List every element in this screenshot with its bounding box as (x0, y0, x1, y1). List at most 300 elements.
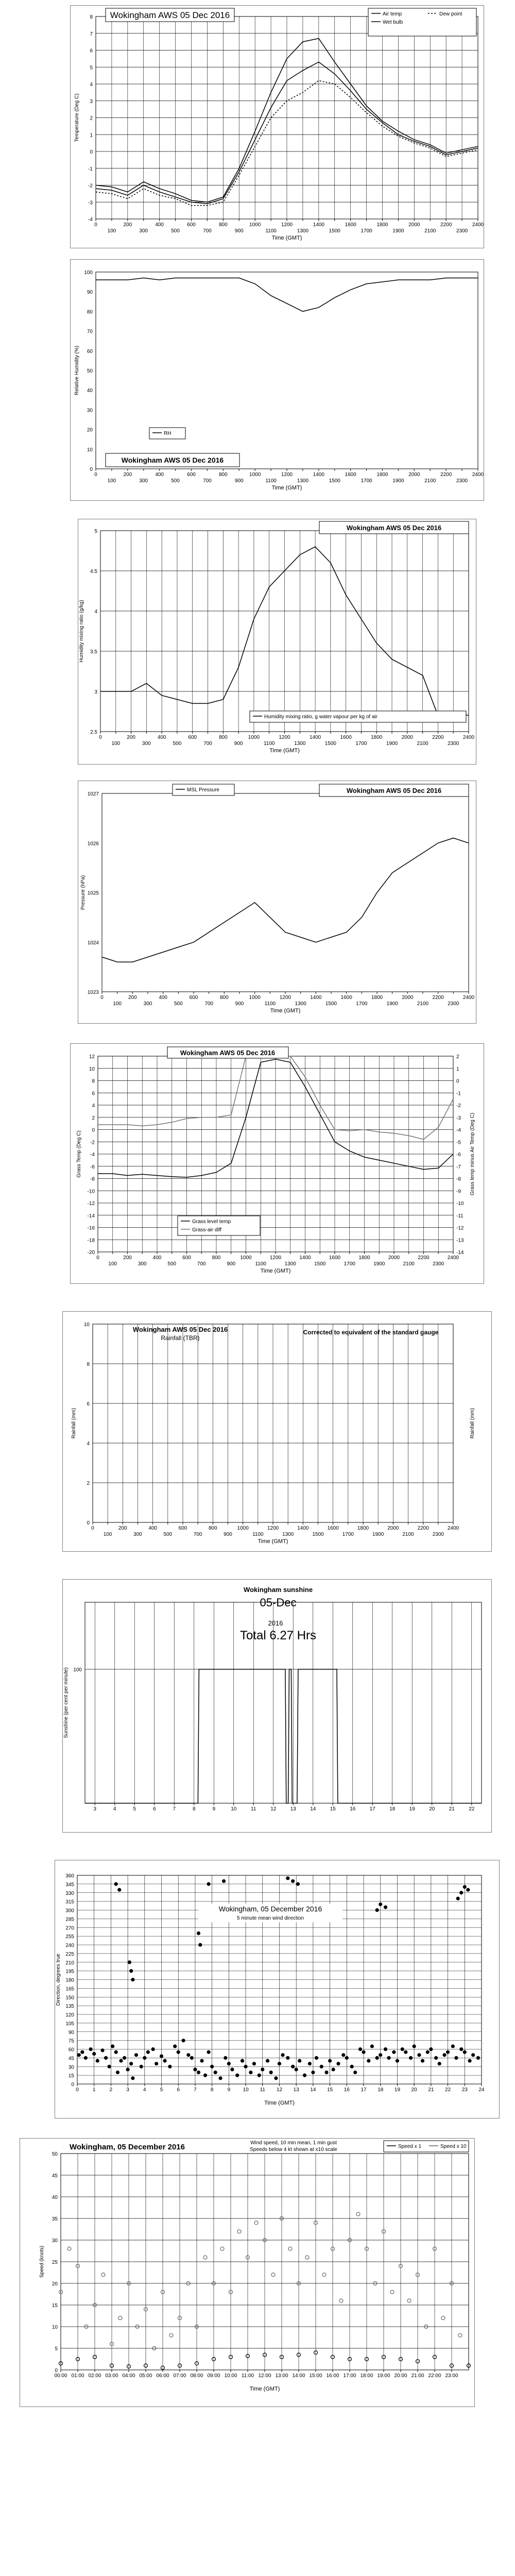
chart8-x-tick-label: 13 (293, 2087, 299, 2093)
chart8-series1-point (354, 2071, 357, 2074)
chart9-x-tick-label: 03:00 (105, 2373, 118, 2379)
chart5-x-tick-label: 0 (96, 1255, 99, 1261)
chart7-title: Wokingham sunshine (243, 1586, 313, 1594)
chart4-x-tick-label: 2400 (462, 995, 475, 1001)
chart8-series1-point (298, 2059, 301, 2062)
chart4-title: Wokingham AWS 05 Dec 2016 (346, 787, 442, 794)
chart8-series1-point (460, 2048, 463, 2051)
chart6-x-tick-label: 0 (91, 1526, 94, 1531)
chart9-x-tick-label: 10:00 (224, 2373, 237, 2379)
chart5-y2-tick-label: -13 (456, 1238, 464, 1244)
chart9-x-tick-label: 11:00 (241, 2373, 254, 2379)
chart8-y-tick-label: 180 (65, 1977, 74, 1984)
chart1-x-tick-label: 100 (107, 228, 116, 234)
chart6-y-tick-label: 10 (83, 1322, 90, 1328)
chart2-x-tick-label: 2400 (472, 472, 484, 478)
chart4-y-tick-label: 1025 (87, 890, 99, 896)
chart8-series1-point (222, 1879, 226, 1883)
chart8-series1-point (384, 1906, 387, 1909)
chart8-series1-point (130, 2062, 133, 2065)
chart8-series1-point (379, 2054, 382, 2057)
chart8-series1-point (337, 2062, 340, 2065)
chart5-x-tick-label: 600 (182, 1255, 191, 1261)
chart3-y-tick-label: 2.5 (90, 730, 97, 735)
chart2-x-tick-label: 600 (187, 472, 196, 478)
chart9-x-tick-label: 17:00 (343, 2373, 356, 2379)
chart8-y-tick-label: 135 (65, 2004, 74, 2010)
chart1-y-tick-label: 6 (90, 48, 93, 54)
chart5-legend-label: Grass-air diff (192, 1227, 222, 1233)
chart1-y-tick-label: 5 (90, 65, 93, 71)
chart1-y-tick-label: 0 (90, 149, 93, 155)
chart2-x-tick-label: 2100 (424, 478, 436, 484)
chart5-y-tick-label: -2 (90, 1140, 95, 1146)
chart8-series1-point (266, 2059, 269, 2062)
chart1-x-tick-label: 700 (203, 228, 212, 234)
chart5-x-tick-label: 2100 (403, 1261, 415, 1267)
chart4-x-tick-label: 1400 (310, 995, 322, 1001)
chart8-x-tick-label: 5 (160, 2087, 163, 2093)
chart2-x-tick-label: 0 (94, 472, 97, 478)
chart1-y-tick-label: -2 (88, 183, 93, 189)
chart8-series1-point (467, 1888, 470, 1891)
chart3-x-tick-label: 1700 (355, 741, 367, 747)
chart1-x-tick-label: 1300 (297, 228, 309, 234)
chart8-series1-point (476, 2056, 479, 2059)
chart7-x-tick-label: 14 (310, 1806, 316, 1812)
chart1-title: Wokingham AWS 05 Dec 2016 (110, 10, 230, 20)
chart8-series1-point (291, 1879, 295, 1883)
chart9-x-tick-label: 05:00 (139, 2373, 152, 2379)
chart8-series1-point (456, 1897, 459, 1900)
chart5-y-tick-label: -12 (87, 1201, 95, 1207)
chart8-y-tick-label: 345 (65, 1882, 74, 1888)
chart5-x-tick-label: 400 (152, 1255, 162, 1261)
chart7-x-tick-label: 10 (231, 1806, 237, 1812)
chart5-x-tick-label: 200 (123, 1255, 132, 1261)
chart9-legend-label: Speed x 10 (440, 2144, 467, 2149)
chart4-x-tick-label: 1000 (249, 995, 261, 1001)
chart5-x-tick-label: 1100 (255, 1261, 267, 1267)
chart8-y-tick-label: 195 (65, 1969, 74, 1975)
chart8-y-tick-label: 150 (65, 1995, 74, 2001)
chart5-y2-tick-label: -14 (456, 1250, 464, 1256)
chart9-x-tick-label: 13:00 (275, 2373, 288, 2379)
chart3-x-tick-label: 2100 (417, 741, 428, 747)
chart1-x-tick-label: 500 (171, 228, 180, 234)
chart5-y-tick-label: 0 (92, 1127, 95, 1133)
chart6-x-tick-label: 1200 (267, 1526, 279, 1531)
chart8-series1-point (350, 2065, 353, 2068)
chart1-y-tick-label: 1 (90, 132, 93, 139)
chart2-x-tick-label: 1300 (297, 478, 309, 484)
chart7-x-tick-label: 6 (152, 1806, 156, 1812)
chart2-x-tick-label: 300 (139, 478, 148, 484)
chart7-x-tick-label: 15 (330, 1806, 336, 1812)
chart5-y-tick-label: 6 (92, 1091, 95, 1097)
chart8-series1-point (370, 2045, 373, 2048)
chart1-y-tick-label: 8 (90, 14, 93, 20)
chart5-y2-tick-label: -8 (456, 1176, 461, 1182)
chart8-x-tick-label: 4 (143, 2087, 146, 2093)
chart8-y-tick-label: 330 (65, 1890, 74, 1896)
chart7-x-tick-label: 20 (429, 1806, 435, 1812)
chart5-y-tick-label: 2 (92, 1115, 95, 1121)
chart3-legend-label: Humidity mixing ratio, g water vapour per kg of air (264, 714, 378, 720)
chart2-x-tick-label: 200 (123, 472, 132, 478)
chart9-x-tick-label: 19:00 (377, 2373, 390, 2379)
chart3-x-tick-label: 1100 (263, 741, 275, 747)
chart8-series1-point (320, 2065, 323, 2068)
chart1-y-tick-label: 4 (90, 82, 93, 88)
chart7-x-tick-label: 13 (290, 1806, 296, 1812)
chart8-series1-point (131, 2077, 134, 2080)
chart8-series1-point (204, 2074, 207, 2077)
chart8-series1-point (96, 2059, 99, 2062)
chart8-y-tick-label: 315 (65, 1899, 74, 1905)
chart2-x-tick-label: 1500 (329, 478, 340, 484)
chart6-x-tick-label: 400 (148, 1526, 158, 1531)
chart8-x-tick-label: 19 (394, 2087, 401, 2093)
chart8-series1-point (375, 1909, 379, 1912)
chart5-y-tick-label: -4 (90, 1152, 95, 1158)
chart5-y2-tick-label: -10 (456, 1201, 464, 1207)
chart2-y-tick-label: 40 (87, 388, 93, 394)
chart5-y2-tick-label: 0 (456, 1078, 459, 1084)
chart8-series1-point (413, 2045, 416, 2048)
chart6-note: Corrected to equivalent of the standard gauge (303, 1329, 439, 1336)
chart9-subtitle: Wind speed, 10 min mean, 1 min gust (250, 2140, 337, 2146)
chart6-x-tick-label: 2200 (417, 1526, 429, 1531)
chart8-y-tick-label: 360 (65, 1873, 74, 1879)
chart8-series1-point (303, 2074, 306, 2077)
chart9-x-tick-label: 21:00 (411, 2373, 424, 2379)
chart9-y-tick-label: 25 (52, 2260, 58, 2265)
chart5-x-tick-label: 700 (197, 1261, 206, 1267)
chart6-x-tick-label: 2300 (432, 1532, 444, 1537)
chart2-x-tick-label: 2300 (456, 478, 468, 484)
chart9-y-tick-label: 30 (52, 2238, 58, 2244)
chart3-x-tick-label: 600 (188, 735, 197, 740)
chart8-series1-point (227, 2062, 230, 2065)
chart8-series1-point (375, 2056, 379, 2059)
chart8-series1-point (190, 2056, 193, 2059)
chart8-series1-point (236, 2074, 239, 2077)
chart3-x-tick-label: 500 (173, 741, 182, 747)
chart6-x-tick-label: 1900 (372, 1532, 384, 1537)
chart9-x-tick-label: 06:00 (156, 2373, 169, 2379)
chart8-series1-point (160, 2055, 163, 2058)
chart2-y-tick-label: 10 (87, 447, 93, 453)
chart6-x-tick-label: 2100 (402, 1532, 414, 1537)
chart7-x-tick-label: 17 (369, 1806, 375, 1812)
chart4-plot-area (102, 793, 469, 992)
chart4-x-tick-label: 700 (204, 1001, 214, 1007)
chart5-x-tick-label: 100 (108, 1261, 117, 1267)
chart1-legend-label: Air temp (383, 11, 402, 17)
chart9-title: Wokingham, 05 December 2016 (70, 2143, 185, 2151)
chart9-x-tick-label: 08:00 (190, 2373, 203, 2379)
chart8-x-tick-label: 24 (478, 2087, 485, 2093)
chart4-x-tick-label: 1800 (371, 995, 383, 1001)
chart8-series1-point (197, 2071, 200, 2074)
chart3-x-tick-label: 1500 (324, 741, 336, 747)
chart1-x-tick-label: 300 (139, 228, 148, 234)
chart8-x-tick-label: 9 (227, 2087, 231, 2093)
chart8-series1-point (472, 2054, 475, 2057)
chart8-y-tick-label: 60 (68, 2047, 74, 2053)
chart5-x-tick-label: 1900 (373, 1261, 385, 1267)
chart8-x-tick-label: 2 (109, 2087, 113, 2093)
chart2-y-tick-label: 50 (87, 368, 93, 374)
chart6-x-tick-label: 300 (133, 1532, 142, 1537)
chart8-series1-point (146, 2050, 149, 2054)
chart8-title: Wokingham, 05 December 2016 (218, 1905, 322, 1913)
chart7-x-tick-label: 7 (173, 1806, 176, 1812)
chart5-title: Wokingham AWS 05 Dec 2016 (180, 1049, 276, 1057)
chart5-y-tick-label: -20 (87, 1250, 95, 1256)
chart1-legend-label: Wet bulb (383, 20, 403, 25)
chart2-x-tick-label: 1900 (392, 478, 404, 484)
chart7-x-tick-label: 11 (251, 1806, 256, 1812)
chart4-x-tick-label: 100 (113, 1001, 122, 1007)
chart9-x-tick-label: 01:00 (71, 2373, 84, 2379)
chart8-series1-point (443, 2054, 446, 2057)
chart7-x-tick-label: 18 (389, 1806, 396, 1812)
chart8-series1-point (362, 2050, 365, 2054)
chart8-series1-point (174, 2045, 177, 2048)
chart6-x-tick-label: 800 (208, 1526, 217, 1531)
chart6-y-tick-label: 0 (87, 1520, 90, 1526)
chart6-x-tick-label: 1800 (357, 1526, 369, 1531)
chart8-y-axis-label: Direction, degrees true (56, 1953, 61, 2006)
chart8-x-tick-label: 0 (76, 2087, 79, 2093)
chart4-y-tick-label: 1026 (87, 841, 99, 847)
chart1-x-tick-label: 1400 (313, 222, 324, 228)
chart8-series1-point (114, 2050, 117, 2054)
chart5-y2-tick-label: -11 (456, 1213, 464, 1219)
chart2-x-axis-label: Time (GMT) (271, 485, 302, 491)
chart2-x-tick-label: 1200 (281, 472, 293, 478)
chart9-x-tick-label: 23:00 (445, 2373, 458, 2379)
chart9-y-tick-label: 50 (52, 2151, 58, 2157)
chart9-subtitle-2: Speeds below 4 kt shown at x10 scale (250, 2147, 337, 2153)
chart8-series1-point (325, 2071, 328, 2074)
chart1-y-tick-label: 7 (90, 31, 93, 37)
chart9-y-tick-label: 15 (52, 2303, 58, 2309)
chart8-series1-point (101, 2049, 104, 2052)
chart3-x-tick-label: 2000 (401, 735, 413, 740)
chart4-x-tick-label: 900 (235, 1001, 244, 1007)
chart8-series1-point (187, 2054, 190, 2057)
chart5-x-axis-label: Time (GMT) (260, 1268, 291, 1274)
chart5-y2-tick-label: -4 (456, 1127, 461, 1133)
chart1-x-tick-label: 1600 (345, 222, 356, 228)
chart8-x-tick-label: 15 (327, 2087, 333, 2093)
chart4-x-tick-label: 2200 (432, 995, 444, 1001)
chart2-y-tick-label: 60 (87, 348, 93, 354)
chart8-series1-point (200, 2059, 203, 2062)
chart4-x-tick-label: 300 (143, 1001, 152, 1007)
chart4-x-tick-label: 1700 (356, 1001, 368, 1007)
chart6-y-tick-label: 2 (87, 1481, 90, 1486)
chart8-series1-point (278, 2062, 281, 2065)
chart5-y2-tick-label: -9 (456, 1189, 461, 1195)
chart8-series1-point (468, 2059, 471, 2062)
chart8-y-tick-label: 165 (65, 1986, 74, 1992)
chart9-x-tick-label: 18:00 (360, 2373, 373, 2379)
chart3-x-tick-label: 2400 (462, 735, 475, 740)
chart3-x-tick-label: 2300 (448, 741, 459, 747)
chart3-y-tick-label: 3 (94, 689, 97, 695)
chart1-x-tick-label: 2300 (456, 228, 468, 234)
chart8-series1-point (345, 2056, 348, 2059)
chart5-y-tick-label: 8 (92, 1078, 95, 1084)
chart1-x-tick-label: 2400 (472, 222, 484, 228)
chart8-series1-point (258, 2074, 261, 2077)
chart8-x-tick-label: 12 (276, 2087, 283, 2093)
chart9-x-tick-label: 00:00 (54, 2373, 67, 2379)
chart1-x-tick-label: 800 (218, 222, 228, 228)
chart9-y-tick-label: 5 (55, 2346, 58, 2352)
chart3-y-axis-label: Humidity mixing ratio (g/kg) (79, 600, 84, 663)
chart9-x-tick-label: 14:00 (292, 2373, 305, 2379)
chart8-series1-point (241, 2059, 244, 2062)
chart8-series1-point (168, 2065, 171, 2068)
chart4-x-tick-label: 0 (100, 995, 104, 1001)
chart8-y-tick-label: 30 (68, 2064, 74, 2071)
chart2-x-tick-label: 1700 (360, 478, 372, 484)
chart2-x-tick-label: 400 (155, 472, 164, 478)
chart2-x-tick-label: 1400 (313, 472, 324, 478)
chart4-y-tick-label: 1027 (87, 791, 99, 797)
chart5-x-tick-label: 2000 (388, 1255, 400, 1261)
chart8-series1-point (392, 2050, 396, 2054)
chart8-series1-point (116, 2071, 119, 2074)
chart8-y-tick-label: 300 (65, 1908, 74, 1914)
chart5-y-axis-label: Grass Temp (Deg C) (76, 1130, 82, 1178)
chart7-x-tick-label: 5 (133, 1806, 136, 1812)
chart3-x-tick-label: 800 (218, 735, 228, 740)
chart8-series1-point (114, 1883, 117, 1886)
chart8-series1-point (130, 1970, 133, 1973)
chart8-series1-point (126, 2068, 129, 2071)
chart8-series1-point (249, 2071, 252, 2074)
chart6-x-tick-label: 1300 (282, 1532, 294, 1537)
chart5-x-tick-label: 1700 (344, 1261, 355, 1267)
chart8-x-tick-label: 16 (344, 2087, 350, 2093)
chart8-series1-point (367, 2059, 370, 2062)
chart8-y-tick-label: 225 (65, 1951, 74, 1957)
chart6-x-tick-label: 700 (193, 1532, 202, 1537)
chart8-series1-point (295, 2068, 298, 2071)
chart8-x-tick-label: 8 (210, 2087, 214, 2093)
chart5-y-tick-label: -14 (87, 1213, 95, 1219)
chart8-series1-point (199, 1943, 202, 1946)
chart8-series1-point (128, 1961, 131, 1964)
chart6-x-tick-label: 1700 (342, 1532, 354, 1537)
chart7-x-tick-label: 3 (93, 1806, 97, 1812)
chart8-y-tick-label: 285 (65, 1917, 74, 1923)
chart8-series1-point (401, 2048, 404, 2051)
chart4-y-tick-label: 1024 (87, 940, 99, 946)
chart8-x-axis-label: Time (GMT) (264, 2100, 295, 2106)
chart6-x-tick-label: 100 (103, 1532, 112, 1537)
chart8-y-tick-label: 0 (71, 2082, 74, 2088)
chart2-y-tick-label: 30 (87, 408, 93, 414)
chart9-x-tick-label: 22:00 (428, 2373, 441, 2379)
chart5-y2-tick-label: -6 (456, 1152, 461, 1158)
chart1-x-tick-label: 1500 (329, 228, 340, 234)
chart5-y2-tick-label: 1 (456, 1066, 459, 1072)
chart7-total-label: Total 6.27 Hrs (239, 1629, 317, 1642)
chart2-x-tick-label: 700 (203, 478, 212, 484)
chart3-x-tick-label: 1600 (340, 735, 352, 740)
chart5-x-tick-label: 1400 (299, 1255, 311, 1261)
chart9-x-tick-label: 15:00 (309, 2373, 322, 2379)
chart8-series1-point (286, 2056, 289, 2059)
chart8-series1-point (197, 1932, 200, 1935)
chart1-x-tick-label: 600 (187, 222, 196, 228)
chart2-y-axis-label: Relative Humidity (%) (74, 345, 80, 396)
chart8-series1-point (261, 2068, 264, 2071)
chart8-series1-point (332, 2068, 335, 2071)
chart5-x-tick-label: 800 (212, 1255, 221, 1261)
chart4-x-tick-label: 1900 (386, 1001, 398, 1007)
chart8-x-tick-label: 23 (461, 2087, 468, 2093)
chart5-x-tick-label: 1500 (314, 1261, 326, 1267)
chart8-y-tick-label: 105 (65, 2021, 74, 2027)
chart8-series1-point (404, 2050, 407, 2054)
chart1-x-tick-label: 1900 (392, 228, 404, 234)
chart5-x-tick-label: 1200 (269, 1255, 282, 1261)
chart9-y-tick-label: 20 (52, 2281, 58, 2287)
chart8-x-tick-label: 22 (445, 2087, 451, 2093)
chart5-x-tick-label: 1600 (329, 1255, 341, 1261)
chart8-series1-point (211, 2065, 214, 2068)
chart4-x-tick-label: 1100 (264, 1001, 276, 1007)
chart3-x-tick-label: 1300 (294, 741, 306, 747)
chart8-series1-point (77, 2054, 80, 2057)
chart8-series1-point (231, 2068, 234, 2071)
chart2-x-tick-label: 100 (107, 478, 116, 484)
chart6-x-tick-label: 200 (118, 1526, 127, 1531)
chart1-x-tick-label: 2200 (440, 222, 452, 228)
chart4-y-tick-label: 1023 (87, 990, 99, 995)
chart9-y-axis-label: Speed (knots) (39, 2245, 45, 2278)
chart8-series1-point (312, 2071, 315, 2074)
chart1-y-tick-label: 3 (90, 98, 93, 105)
chart8-x-tick-label: 7 (194, 2087, 197, 2093)
chart3-x-tick-label: 200 (127, 735, 135, 740)
chart7-x-tick-label: 16 (350, 1806, 356, 1812)
chart7-x-tick-label: 22 (469, 1806, 475, 1812)
chart5-x-tick-label: 2200 (418, 1255, 430, 1261)
chart8-series1-point (430, 2048, 433, 2051)
chart8-series1-point (281, 2054, 284, 2057)
chart2-legend-label: RH (164, 431, 171, 436)
chart8-series1-point (269, 2071, 272, 2074)
chart5-y-tick-label: -18 (87, 1238, 95, 1244)
chart9-legend-label: Speed x 1 (398, 2144, 422, 2149)
chart1-x-tick-label: 900 (234, 228, 244, 234)
chart8-series1-point (286, 1877, 289, 1880)
chart2-x-tick-label: 500 (171, 478, 180, 484)
chart4-x-tick-label: 200 (128, 995, 137, 1001)
chart6-x-tick-label: 1100 (252, 1532, 264, 1537)
chart8-series1-point (421, 2059, 424, 2062)
chart8-y-tick-label: 240 (65, 1943, 74, 1948)
